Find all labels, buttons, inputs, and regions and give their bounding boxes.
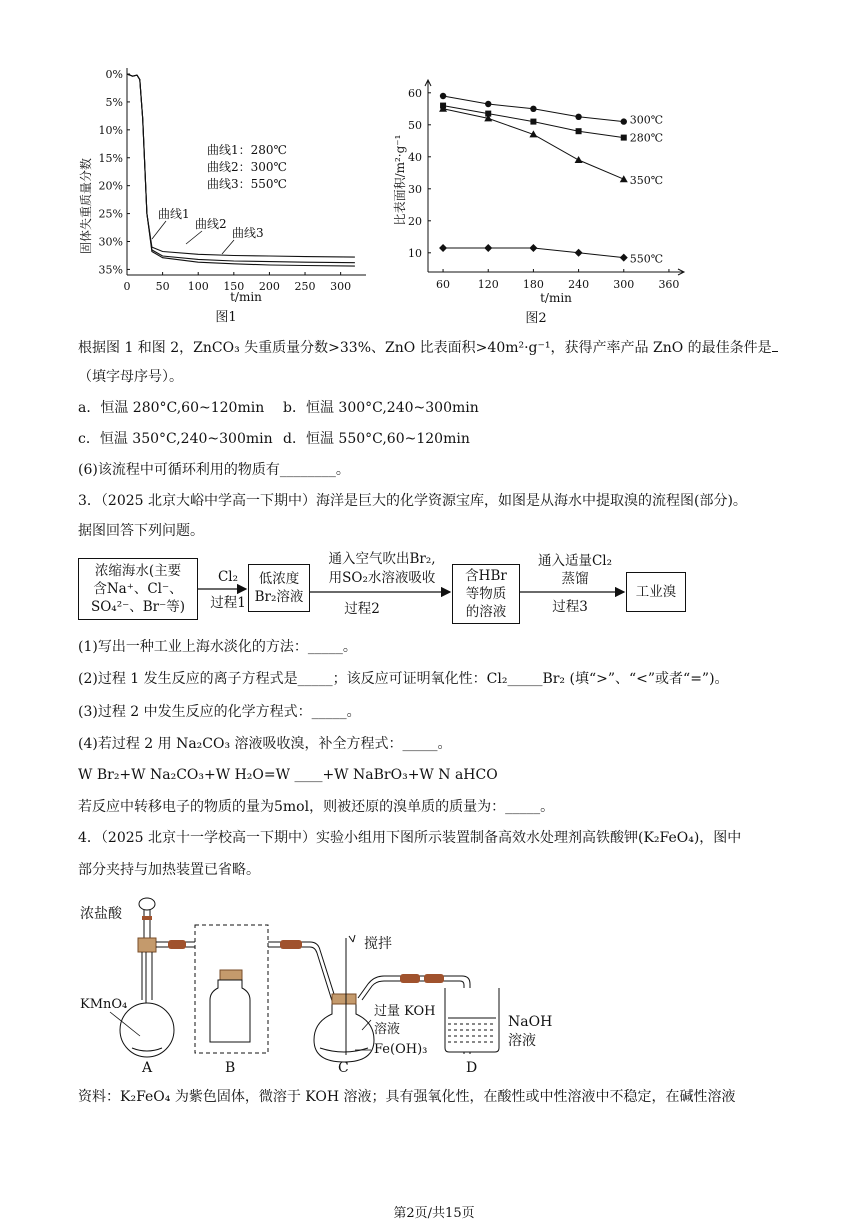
figure-1-x-tick-label: 50 <box>155 280 170 293</box>
option-d: d．恒温 550°C,60~120min <box>283 431 470 447</box>
figure-2-point <box>575 249 583 257</box>
question-3-stem-2: 据图回答下列问题。 <box>78 523 204 539</box>
figure-2-point <box>621 135 627 141</box>
flow-box-hbr-line2: 等物质 <box>465 586 507 602</box>
question-3-5: 若反应中转移电子的物质的量为5mol，则被还原的溴单质的质量为：_____。 <box>78 799 555 815</box>
flow-box-seawater-line2: 含Na⁺、Cl⁻、 <box>93 581 183 597</box>
label-koh-1: 过量 KOH <box>374 1004 436 1019</box>
label-feoh3: Fe(OH)₃ <box>374 1042 428 1057</box>
question-condition-text: 根据图 1 和图 2，ZnCO₃ 失重质量分数>33%、ZnO 比表面积>40m²·g⁻¹，获得产率产品 ZnO 的最佳条件是 <box>78 340 772 356</box>
figure-2-x-tick-label: 360 <box>658 278 680 291</box>
figure-2-point <box>620 175 628 182</box>
arrow-3-process: 过程3 <box>552 599 588 615</box>
figure-1-x-tick-label: 150 <box>223 280 245 293</box>
resource-note: 资料：K₂FeO₄ 为紫色固体，微溶于 KOH 溶液；具有强氧化性，在酸性或中性溶液中不稳定，在碱性溶液 <box>78 1089 736 1105</box>
arrow-1-reagent: Cl₂ <box>217 569 239 585</box>
figure-1-y-tick-label: 10% <box>98 123 123 137</box>
option-a: a．恒温 280°C,60~120min <box>78 400 265 416</box>
label-b: B <box>225 1060 236 1076</box>
figure-2-point <box>620 254 628 262</box>
figure-2-y-tick-label: 50 <box>408 118 422 132</box>
label-koh-2: 溶液 <box>374 1022 401 1037</box>
figure-1-legend-1: 曲线1：280℃ <box>207 143 287 157</box>
label-kmno4: KMnO₄ <box>80 997 128 1012</box>
figure-2-point <box>575 114 581 120</box>
label-c: C <box>338 1060 349 1076</box>
figure-2-xlabel: t/min <box>540 291 572 305</box>
arrow-3-reagent-1: 通入适量Cl₂ <box>537 553 613 569</box>
figure-1-curve2-label: 曲线2 <box>195 217 227 231</box>
flow-box-low-br2-line2: Br₂溶液 <box>254 589 304 605</box>
figure-1-y-tick-label: 0% <box>105 68 123 81</box>
figure-1-ylabel: 固体失重质量分数 <box>79 157 93 255</box>
figure-2-x-tick-label: 300 <box>613 278 635 291</box>
bromine-flow-chart <box>70 548 770 630</box>
label-naoh-1: NaOH <box>508 1014 553 1030</box>
label-a: A <box>142 1060 153 1076</box>
figure-1-y-tick-label: 30% <box>98 235 123 249</box>
figure-2-point <box>530 119 536 125</box>
figure-2-point <box>485 101 491 107</box>
figure-2-y-tick-label: 30 <box>408 182 422 196</box>
question-4-stem: 4．（2025 北京十一学校高一下期中）实验小组用下图所示装置制备高效水处理剂高铁酸钾(K₂FeO₄)，图中 <box>78 830 742 846</box>
figure-1-x-tick-label: 300 <box>330 280 352 293</box>
figure-2-y-tick-label: 10 <box>408 246 422 260</box>
option-c: c．恒温 350°C,240~300min <box>78 431 273 447</box>
figure-2-point <box>440 93 446 99</box>
figure-1-y-tick-label: 25% <box>98 207 123 221</box>
question-3-4: (4)若过程 2 用 Na₂CO₃ 溶液吸收溴，补全方程式：_____。 <box>78 736 452 752</box>
figure-1-y-tick-label: 35% <box>98 263 123 277</box>
figure-1-x-tick-label: 0 <box>123 280 131 293</box>
figure-1-y-tick-label: 5% <box>105 95 123 109</box>
figure-2-point <box>621 118 627 124</box>
figure-2-y-tick-label: 20 <box>408 214 422 228</box>
figure-1-legend-3: 曲线3：550℃ <box>207 177 287 191</box>
flow-box-hbr-line3: 的溶液 <box>465 604 507 620</box>
figure-1-x-tick-label: 200 <box>258 280 280 293</box>
arrow-2-reagent-2: 用SO₂水溶液吸收 <box>328 570 436 586</box>
label-d: D <box>466 1060 478 1076</box>
figure-2-y-tick-label: 60 <box>408 86 422 100</box>
figure-1-y-tick-label: 20% <box>98 179 123 193</box>
figure-2-x-tick-label: 120 <box>477 278 499 291</box>
figure-2-point <box>529 244 537 252</box>
arrow-2-process: 过程2 <box>344 601 380 617</box>
figure-1-chart <box>70 58 390 328</box>
figure-2-series-label: 280℃ <box>629 131 664 145</box>
arrow-3-reagent-2: 蒸馏 <box>561 571 589 587</box>
figure-1-x-tick-label: 100 <box>187 280 209 293</box>
figure-2-point <box>484 244 492 252</box>
flow-box-industrial-br: 工业溴 <box>626 572 686 612</box>
figure-2-caption: 图2 <box>525 311 547 326</box>
question-3-1: (1)写出一种工业上海水淡化的方法：_____。 <box>78 639 357 655</box>
question-3-2: (2)过程 1 发生反应的离子方程式是_____；该反应可证明氧化性：Cl₂_____Br₂ (填“>”、“<”或者“=”)。 <box>78 671 729 687</box>
figure-2-ylabel: 比表面积/m²·g⁻¹ <box>393 134 407 226</box>
flow-box-low-br2-line1: 低浓度 <box>258 571 300 587</box>
label-stir: 搅拌 <box>364 936 392 952</box>
figure-1-xlabel: t/min <box>230 290 262 304</box>
option-b: b．恒温 300°C,240~300min <box>283 400 479 416</box>
label-naoh-2: 溶液 <box>508 1033 536 1049</box>
figure-2-point <box>575 156 583 163</box>
figure-2-y-tick-label: 40 <box>408 150 422 164</box>
figure-2-series-label: 550℃ <box>629 252 664 266</box>
figure-2-series-label: 350℃ <box>629 174 664 188</box>
apparatus-diagram <box>70 890 570 1080</box>
figure-2-x-tick-label: 60 <box>436 278 451 291</box>
figure-2-series-label: 300℃ <box>629 113 664 127</box>
figure-2-point <box>530 106 536 112</box>
flow-box-hbr-line1: 含HBr <box>465 568 507 584</box>
question-3-stem: 3．（2025 北京大峪中学高一下期中）海洋是巨大的化学资源宝库，如图是从海水中提取溴的流程图(部分)。 <box>78 493 747 509</box>
question-4-stem-2: 部分夹持与加热装置已省略。 <box>78 862 260 878</box>
question-3-3: (3)过程 2 中发生反应的化学方程式：_____。 <box>78 704 361 720</box>
figure-1-y-tick-label: 15% <box>98 151 123 165</box>
figure-2-point <box>439 244 447 252</box>
figure-1-curve1-label: 曲线1 <box>158 207 190 221</box>
arrow-1-process: 过程1 <box>210 595 246 611</box>
label-conc-hcl: 浓盐酸 <box>80 906 122 922</box>
flow-box-seawater-line1: 浓缩海水(主要 <box>94 563 182 579</box>
figure-1-curve3-label: 曲线3 <box>232 226 264 240</box>
question-condition-hint: （填字母序号）。 <box>78 369 183 385</box>
figure-1-caption: 图1 <box>215 310 237 325</box>
arrow-2-reagent-1: 通入空气吹出Br₂, <box>328 551 436 567</box>
question-3-equation: W Br₂+W Na₂CO₃+W H₂O=W ____+W NaBrO₃+W N aHCO <box>78 767 498 783</box>
page-footer: 第2页/共15页 <box>393 1206 475 1221</box>
figure-2-chart <box>390 70 700 328</box>
flow-arrows <box>70 548 770 630</box>
question-6: (6)该流程中可循环利用的物质有________。 <box>78 462 350 478</box>
flow-box-seawater-line3: SO₄²⁻、Br⁻等) <box>90 599 186 615</box>
figure-2-x-tick-label: 240 <box>568 278 590 291</box>
figure-2-point <box>576 128 582 134</box>
figure-1-x-tick-label: 250 <box>294 280 316 293</box>
figure-2-x-tick-label: 180 <box>522 278 544 291</box>
figure-1-legend-2: 曲线2：300℃ <box>207 160 287 174</box>
